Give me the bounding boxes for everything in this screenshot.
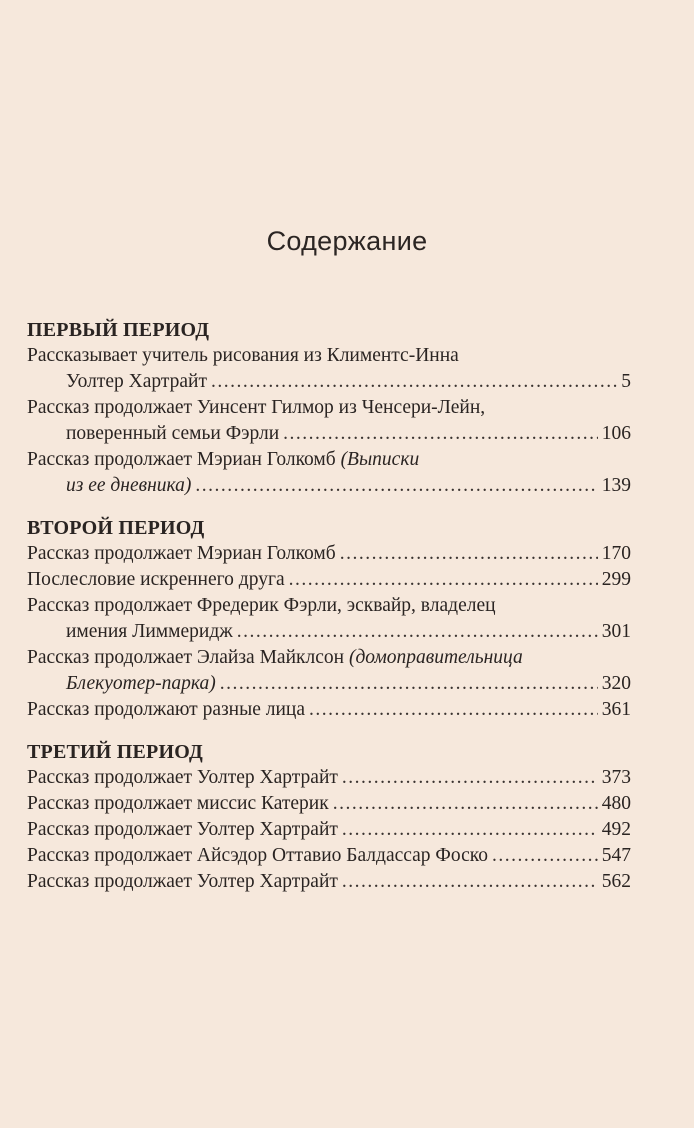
section-second-period xyxy=(27,515,631,723)
page-number: 361 xyxy=(601,699,631,720)
entry-text-italic-cont: Блекуотер-парка) xyxy=(66,673,216,694)
entry-text: Рассказ продолжает Уолтер Хартрайт xyxy=(27,767,338,788)
page-number: 373 xyxy=(601,767,631,788)
dot-leader xyxy=(492,843,598,869)
entry-text: Послесловие искреннего друга xyxy=(27,569,285,590)
entry-text: Рассказ продолжают разные лица xyxy=(27,699,306,720)
toc-entry xyxy=(27,567,631,593)
entry-text: Рассказ продолжает Мэриан Голкомб xyxy=(27,449,341,470)
dot-leader xyxy=(342,765,598,791)
entry-text: Рассказ продолжает Мэриан Голкомб xyxy=(27,543,336,564)
dot-leader xyxy=(237,619,598,645)
entry-text: Рассказ продолжает Айсэдор Оттавио Балдассар Фоско xyxy=(27,845,488,866)
page-number: 139 xyxy=(601,475,631,496)
toc-entry xyxy=(27,765,631,791)
toc-entry xyxy=(27,645,631,697)
page-number: 562 xyxy=(601,871,631,892)
toc-entry xyxy=(27,817,631,843)
toc-entry xyxy=(27,869,631,895)
toc-entry xyxy=(27,697,631,723)
toc-entry xyxy=(27,447,631,499)
page-title: Содержание xyxy=(266,226,428,256)
entry-text-cont: имения Лиммеридж xyxy=(66,621,233,642)
section-heading: ПЕРВЫЙ ПЕРИОД xyxy=(27,319,210,341)
dot-leader xyxy=(342,817,598,843)
page-number: 170 xyxy=(601,543,631,564)
entry-text-italic: (Выписки xyxy=(340,449,420,470)
page-number: 547 xyxy=(601,845,631,866)
dot-leader xyxy=(220,671,598,697)
toc-entry xyxy=(27,541,631,567)
section-third-period xyxy=(27,739,631,895)
dot-leader xyxy=(211,369,617,395)
entry-text-cont: Уолтер Хартрайт xyxy=(66,371,207,392)
toc-entry xyxy=(27,843,631,869)
toc-entry xyxy=(27,593,631,645)
entry-text-italic: (домоправительница xyxy=(348,647,523,668)
entry-text-cont: поверенный семьи Фэрли xyxy=(66,423,280,444)
entry-text: Рассказ продолжает Элайза Майклсон xyxy=(27,647,349,668)
dot-leader xyxy=(195,473,597,499)
dot-leader xyxy=(283,421,598,447)
page-number: 492 xyxy=(601,819,631,840)
entry-text: Рассказ продолжает Уолтер Хартрайт xyxy=(27,819,338,840)
entry-text: Рассказ продолжает Уинсент Гилмор из Ченсери-Лейн, xyxy=(27,397,486,418)
page-number: 320 xyxy=(601,673,631,694)
section-first-period xyxy=(27,317,631,499)
entry-text: Рассказывает учитель рисования из Климентс-Инна xyxy=(27,345,459,366)
dot-leader xyxy=(342,869,598,895)
entry-text-italic-cont: из ее дневника) xyxy=(66,475,192,496)
toc-entry xyxy=(27,791,631,817)
dot-leader xyxy=(289,567,598,593)
dot-leader xyxy=(340,541,598,567)
entry-text: Рассказ продолжает Фредерик Фэрли, эсквайр, владелец xyxy=(27,595,496,616)
section-heading: ТРЕТИЙ ПЕРИОД xyxy=(27,741,203,763)
page-number: 301 xyxy=(601,621,631,642)
page-number: 5 xyxy=(621,371,631,392)
section-heading: ВТОРОЙ ПЕРИОД xyxy=(27,517,205,539)
toc-entry xyxy=(27,395,631,447)
dot-leader xyxy=(333,791,598,817)
entry-text: Рассказ продолжает миссис Катерик xyxy=(27,793,329,814)
entry-text: Рассказ продолжает Уолтер Хартрайт xyxy=(27,871,338,892)
dot-leader xyxy=(309,697,598,723)
page-number: 106 xyxy=(601,423,631,444)
page-number: 299 xyxy=(601,569,631,590)
toc-entry xyxy=(27,343,631,395)
page-number: 480 xyxy=(601,793,631,814)
